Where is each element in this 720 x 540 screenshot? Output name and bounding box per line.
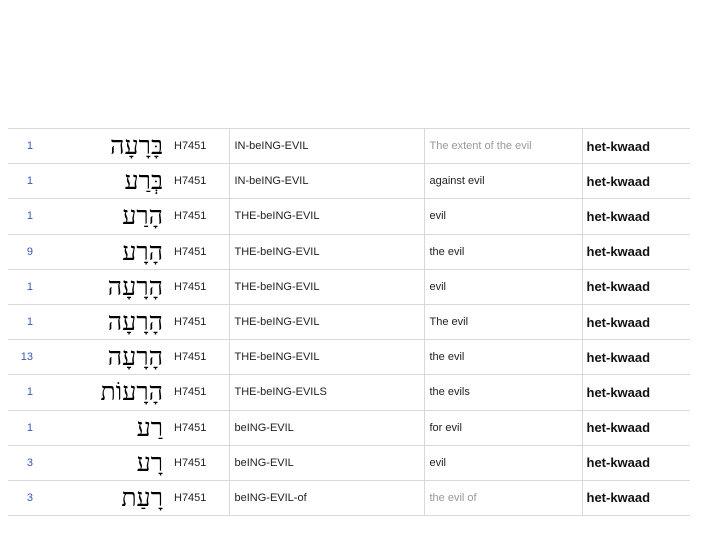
hebrew-word: הָרָעָה xyxy=(37,304,167,339)
translation-text: the evil of xyxy=(424,480,582,515)
strongs-number: H7451 xyxy=(167,234,229,269)
table-body xyxy=(8,129,690,516)
hebrew-word: הָרָעוֹת xyxy=(37,375,167,410)
hebrew-word: רָע xyxy=(37,445,167,480)
hebrew-word: רַע xyxy=(37,410,167,445)
occurrence-count: 1 xyxy=(8,129,37,164)
hebrew-word: הָרָע xyxy=(37,234,167,269)
transliteration: het-kwaad xyxy=(582,445,690,480)
transliteration: het-kwaad xyxy=(582,480,690,515)
transliteration: het-kwaad xyxy=(582,410,690,445)
transliteration: het-kwaad xyxy=(582,199,690,234)
hebrew-word: רָעַת xyxy=(37,480,167,515)
translation-text: evil xyxy=(424,199,582,234)
table-row xyxy=(8,234,690,269)
transliteration: het-kwaad xyxy=(582,129,690,164)
translation-text: the evil xyxy=(424,340,582,375)
strongs-number: H7451 xyxy=(167,480,229,515)
strongs-number: H7451 xyxy=(167,199,229,234)
literal-gloss: IN-beING-EVIL xyxy=(229,164,424,199)
translation-text: evil xyxy=(424,269,582,304)
occurrence-count: 1 xyxy=(8,304,37,339)
translation-text: for evil xyxy=(424,410,582,445)
translation-text: The extent of the evil xyxy=(424,129,582,164)
literal-gloss: THE-beING-EVIL xyxy=(229,304,424,339)
strongs-number: H7451 xyxy=(167,340,229,375)
hebrew-word: הָרָעָה xyxy=(37,340,167,375)
transliteration: het-kwaad xyxy=(582,234,690,269)
strongs-number: H7451 xyxy=(167,410,229,445)
table-row xyxy=(8,375,690,410)
table-row xyxy=(8,199,690,234)
transliteration: het-kwaad xyxy=(582,304,690,339)
table-row xyxy=(8,445,690,480)
strongs-number: H7451 xyxy=(167,269,229,304)
literal-gloss: THE-beING-EVILS xyxy=(229,375,424,410)
hebrew-word: הָרָעָה xyxy=(37,269,167,304)
literal-gloss: THE-beING-EVIL xyxy=(229,234,424,269)
occurrence-count: 3 xyxy=(8,480,37,515)
translation-text: the evil xyxy=(424,234,582,269)
literal-gloss: THE-beING-EVIL xyxy=(229,340,424,375)
hebrew-word: הָרַע xyxy=(37,199,167,234)
table-row xyxy=(8,340,690,375)
literal-gloss: THE-beING-EVIL xyxy=(229,199,424,234)
translation-text: evil xyxy=(424,445,582,480)
occurrence-count: 1 xyxy=(8,164,37,199)
translation-text: The evil xyxy=(424,304,582,339)
word-occurrence-table xyxy=(8,128,690,516)
occurrence-count: 13 xyxy=(8,340,37,375)
occurrence-count: 1 xyxy=(8,375,37,410)
translation-text: the evils xyxy=(424,375,582,410)
hebrew-word: בְּרַע xyxy=(37,164,167,199)
table-row xyxy=(8,129,690,164)
strongs-number: H7451 xyxy=(167,375,229,410)
literal-gloss: beING-EVIL-of xyxy=(229,480,424,515)
table-row xyxy=(8,164,690,199)
translation-text: against evil xyxy=(424,164,582,199)
transliteration: het-kwaad xyxy=(582,375,690,410)
occurrence-count: 1 xyxy=(8,199,37,234)
literal-gloss: IN-beING-EVIL xyxy=(229,129,424,164)
table-row xyxy=(8,480,690,515)
hebrew-word: בָּרָעָה xyxy=(37,129,167,164)
table-row xyxy=(8,410,690,445)
transliteration: het-kwaad xyxy=(582,269,690,304)
transliteration: het-kwaad xyxy=(582,340,690,375)
occurrence-count: 1 xyxy=(8,269,37,304)
strongs-number: H7451 xyxy=(167,304,229,339)
literal-gloss: beING-EVIL xyxy=(229,410,424,445)
occurrence-count: 3 xyxy=(8,445,37,480)
literal-gloss: beING-EVIL xyxy=(229,445,424,480)
transliteration: het-kwaad xyxy=(582,164,690,199)
strongs-number: H7451 xyxy=(167,129,229,164)
strongs-number: H7451 xyxy=(167,164,229,199)
occurrence-count: 9 xyxy=(8,234,37,269)
occurrence-count: 1 xyxy=(8,410,37,445)
table-row xyxy=(8,269,690,304)
strongs-number: H7451 xyxy=(167,445,229,480)
literal-gloss: THE-beING-EVIL xyxy=(229,269,424,304)
table-row xyxy=(8,304,690,339)
